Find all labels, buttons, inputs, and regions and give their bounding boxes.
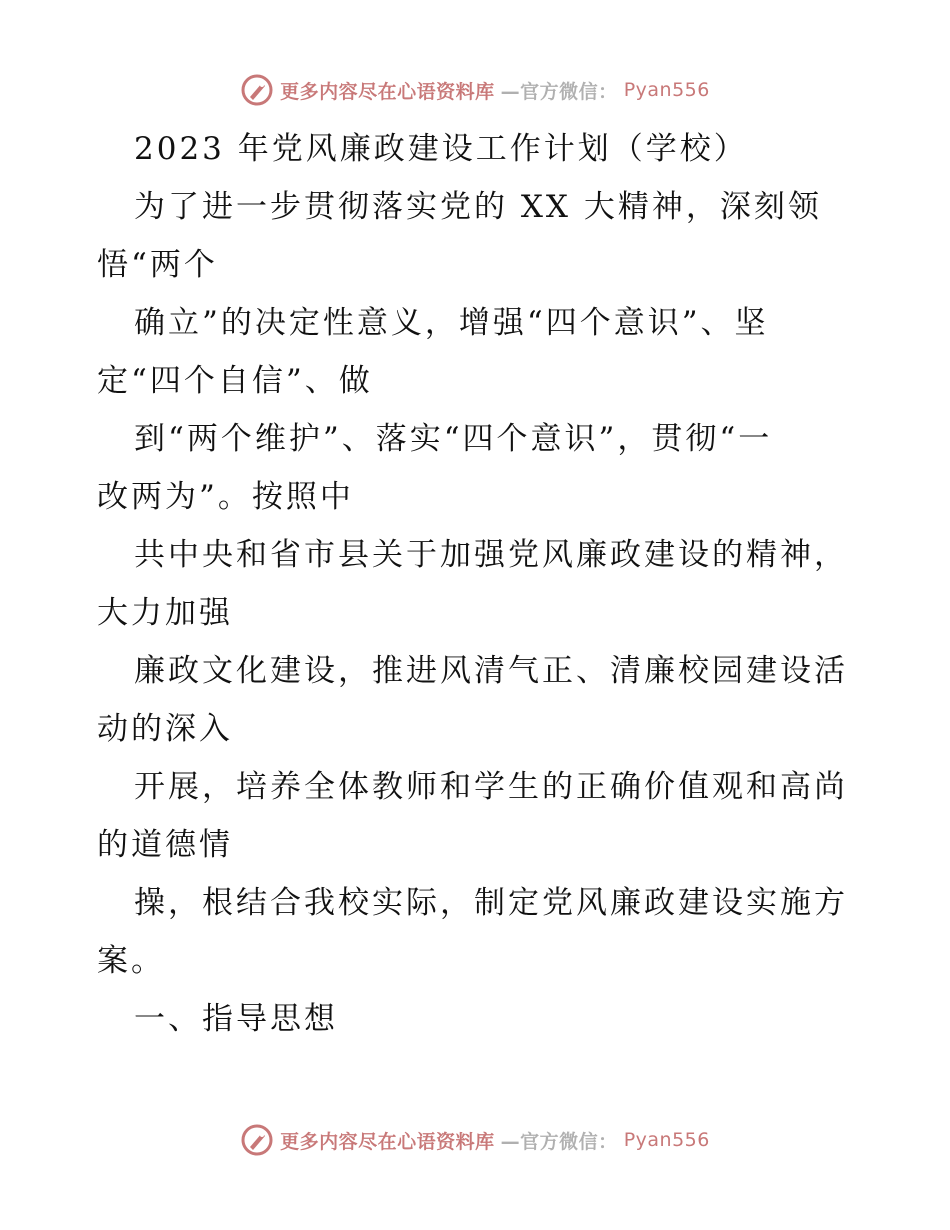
banner-separator: —官方微信： [500,80,618,103]
pen-nib-logo-icon [240,1123,274,1157]
body-line: 定“四个自信”、做 [97,363,373,399]
banner-site-name: 更多内容尽在心语资料库 [280,80,495,103]
body-line: 操，根结合我校实际，制定党风廉政建设实施方 [134,885,848,921]
banner-wechat-id: Pyan556 [623,1129,710,1151]
banner-site-name: 更多内容尽在心语资料库 [280,1130,495,1153]
body-line: 确立”的决定性意义，增强“四个意识”、坚 [134,305,769,341]
body-line: 改两为”。按照中 [97,479,354,515]
body-line: 的道德情 [97,827,233,863]
body-line: 为了进一步贯彻落实党的 XX 大精神，深刻领 [134,189,822,225]
document-page [97,120,857,1048]
footer-watermark-banner [0,1120,950,1160]
body-line: 悟“两个 [97,247,218,283]
body-line: 动的深入 [97,711,233,747]
body-line: 大力加强 [97,595,233,631]
header-watermark-banner [0,70,950,110]
document-title: 2023 年党风廉政建设工作计划（学校） [134,131,748,167]
body-line: 廉政文化建设，推进风清气正、清廉校园建设活 [134,653,848,689]
body-line: 到“两个维护”、落实“四个意识”，贯彻“一 [134,421,773,457]
banner-separator: —官方微信： [500,1130,618,1153]
pen-nib-logo-icon [240,73,274,107]
body-line: 案。 [97,943,165,979]
section-heading: 一、指导思想 [134,1001,338,1037]
banner-wechat-id: Pyan556 [623,79,710,101]
body-line: 开展，培养全体教师和学生的正确价值观和高尚 [134,769,848,805]
body-line: 共中央和省市县关于加强党风廉政建设的精神， [134,537,848,573]
